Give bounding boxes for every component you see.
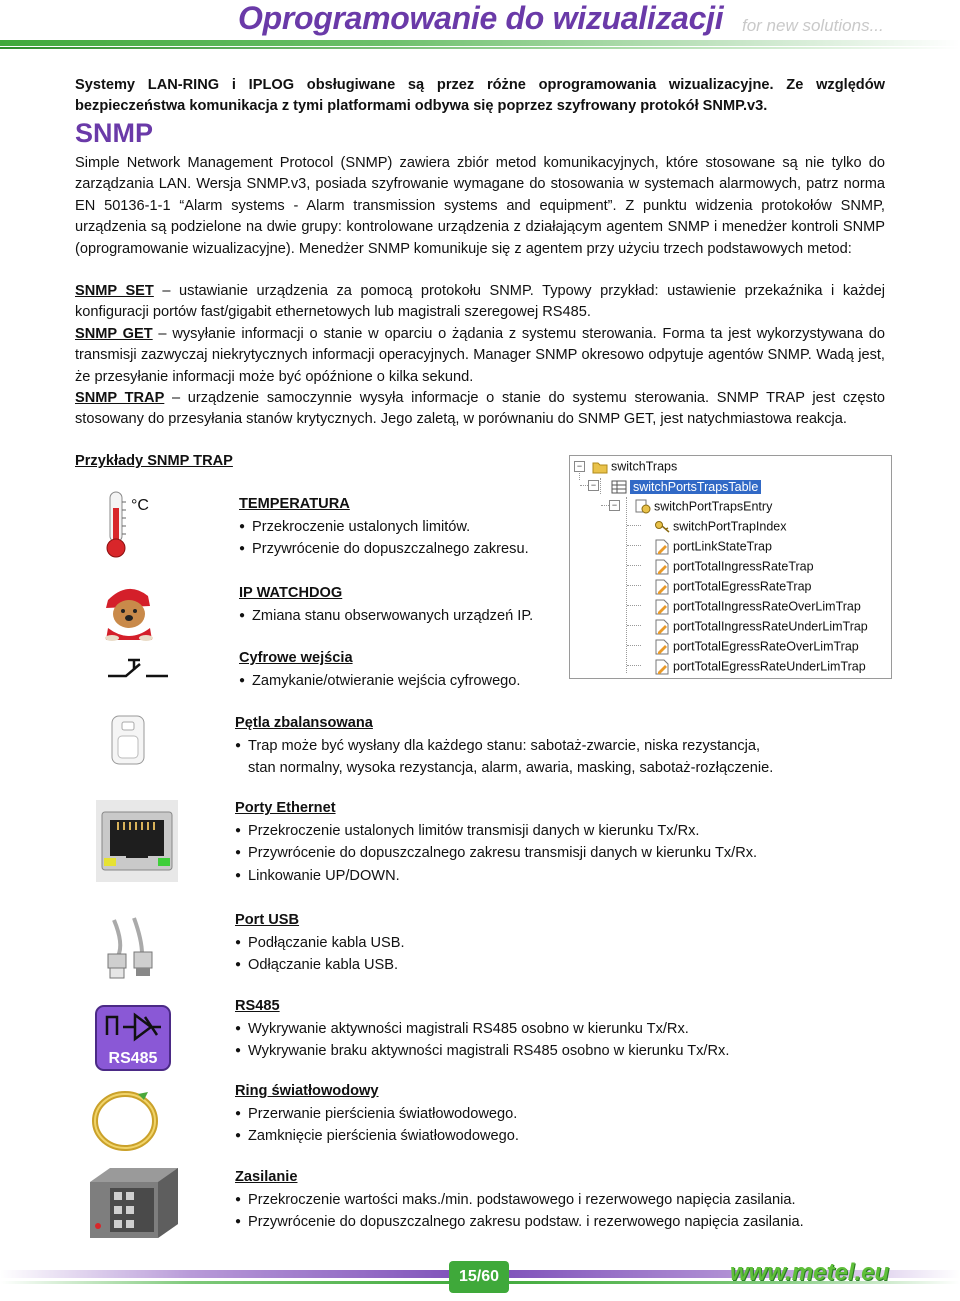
method-name: SNMP SET [75,283,154,299]
method-text: – ustawianie urządzenia za pomocą protokołu SNMP. Typowy przykład: ustawienie przekaźnika i każdej konfiguracji portów fast/gigabit ethernetowych lub magistrali szeregowej RS485. [75,283,886,321]
method-snmp-get [75,324,885,388]
section-ip-watchdog [239,582,919,627]
list-item: ● Przywrócenie do dopuszczalnego zakresu podstaw. i rezerwowego napięcia zasilania. [235,1211,915,1234]
section-port-usb [235,909,915,977]
section-title: Cyfrowe wejścia [239,650,353,666]
thermometer-icon [100,488,160,560]
pir-sensor-icon [110,714,146,766]
list-item: ● Podłączanie kabla USB. [235,932,915,955]
page-number: 15/60 [449,1261,509,1293]
tree-node-switchportstrapstable[interactable]: switchPortsTrapsTable [611,476,761,496]
list-item: ● Przywrócenie do dopuszczalnego zakresu. [239,538,919,561]
list-item: ● Trap może być wysłany dla każdego stanu: sabotaż-zwarcie, niska rezystancja, [235,735,915,758]
list-item: ● Zamknięcie pierścienia światłowodowego. [235,1125,915,1148]
section-title: RS485 [235,998,280,1014]
examples-heading-text: Przykłady SNMP TRAP [75,453,233,469]
list-item: ● Przerwanie pierścienia światłowodowego. [235,1103,915,1126]
section-porty-ethernet [235,797,915,887]
list-item: ● Przekroczenie ustalonych limitów transmisji danych w kierunku Tx/Rx. [235,820,915,843]
tree-node-item[interactable]: portTotalEgressRateUnderLimTrap [654,656,866,676]
tree-node-item[interactable]: portTotalIngressRateTrap [654,556,814,576]
method-name: SNMP TRAP [75,390,165,406]
list-item: ● Przywrócenie do dopuszczalnego zakresu transmisji danych w kierunku Tx/Rx. [235,842,915,865]
list-item: ● Przekroczenie wartości maks./min. podstawowego i rezerwowego napięcia zasilania. [235,1189,915,1212]
section-ring-swiatlowodowy [235,1080,915,1148]
switch-contact-icon [106,656,170,682]
list-item: ● Odłączanie kabla USB. [235,954,915,977]
section-title: Ring światłowodowy [235,1083,379,1099]
section-rs485 [235,995,915,1063]
section-title: Pętla zbalansowana [235,715,373,731]
power-supply-icon [88,1166,180,1240]
method-text: – wysyłanie informacji o stanie w oparciu o żądania z systemu sterowania. Forma ta jest wykorzystywana do transmisji zazwyczaj niekrytycznych informacji operacyjnych. Manager SNMP okresowo odpytuje agentów SNMP. Wadą jest, że przesyłanie informacji może być opóźnione o kilka sekund. [75,326,885,385]
ethernet-port-icon [96,800,178,882]
snmp-heading: SNMP [75,118,154,148]
tree-node-item[interactable]: portLinkStateTrap [654,536,772,556]
section-title: Zasilanie [235,1169,298,1185]
method-snmp-set [75,281,885,324]
section-cyfrowe-wejscia [239,647,919,692]
watchdog-dog-icon [98,578,160,642]
collapse-toggle[interactable]: − [609,500,620,511]
fiber-ring-icon [90,1088,160,1154]
list-item: ● Przekroczenie ustalonych limitów. [239,516,919,539]
method-text: – urządzenie samoczynnie wysyła informacje o stanie do systemu sterowania. SNMP TRAP jest często stosowany do przesyłania stanów krytycznych. Jego zaletą, w porównaniu do SNMP GET, jest natychmiastowa reakcja. [75,390,885,428]
rs485-icon-label: RS485 [108,1050,158,1067]
folder-icon [592,459,608,475]
tree-node-item[interactable]: portTotalIngressRateUnderLimTrap [654,616,868,636]
tree-node-item[interactable]: switchPortTrapIndex [654,516,786,536]
section-title: Porty Ethernet [235,800,336,816]
rs485-icon [95,1005,171,1071]
document-icon [654,559,670,575]
list-item: ● Wykrywanie braku aktywności magistrali RS485 osobno w kierunku Tx/Rx. [235,1040,915,1063]
usb-cable-icon [100,916,160,980]
collapse-toggle[interactable]: − [588,480,599,491]
header-divider [0,40,960,46]
examples-heading [75,451,375,472]
degree-label: °C [131,497,149,514]
section-zasilanie [235,1166,915,1234]
section-title: Port USB [235,912,300,928]
page-title: Oprogramowanie do wizualizacji [238,0,724,36]
website-link[interactable]: www.metel.eu [730,1259,890,1286]
list-item: ● Zamykanie/otwieranie wejścia cyfrowego. [239,670,919,693]
tree-node-item[interactable]: portTotalIngressRateOverLimTrap [654,596,861,616]
list-item-continuation: stan normalny, wysoka rezystancja, alarm, awaria, masking, sabotaż-rozłączenie. [248,760,774,776]
tree-node-switchtraps[interactable]: switchTraps [592,456,677,476]
header-divider-thin [0,47,960,49]
tree-node-switchporttrapsentry[interactable]: switchPortTrapsEntry [635,496,772,516]
snmp-description: Simple Network Management Protocol (SNMP) zawiera zbiór metod komunikacyjnych, które stosowane są nie tylko do zarządzania LAN. Wersja SNMP.v3, posiada szyfrowanie wymagane do stosowania w systemach alarmowych, patrz norma EN 50136-1-1 “Alarm systems - Alarm transmission systems and equipment”. Z punktu widzenia protokołów SNMP, urządzenia są podzielone na dwie grupy: kontrolowane urządzenia z działającym agentem SNMP i menedżer kontroli SNMP (oprogramowanie wizualizacyjne). Menedżer SNMP komunikuje się z agentem przy użyciu trzech podstawowych metod: [75,155,885,257]
tree-node-item[interactable]: portTotalEgressRateOverLimTrap [654,636,859,656]
section-petla-zbalansowana [235,712,915,780]
mib-tree [569,455,892,679]
list-item: ● Zmiana stanu obserwowanych urządzeń IP. [239,605,919,628]
tree-node-item[interactable]: portTotalEgressRateTrap [654,576,812,596]
section-temperatura [239,493,919,561]
collapse-toggle[interactable]: − [574,461,585,472]
section-title: IP WATCHDOG [239,585,343,601]
intro-paragraph: Systemy LAN-RING i IPLOG obsługiwane są przez różne oprogramowania wizualizacyjne. Ze względów bezpieczeństwa komunikacja z tymi platformami odbywa się poprzez szyfrowany protokół SNMP.v3. [75,77,885,115]
tagline: for new solutions... [742,16,884,35]
list-item: ● Wykrywanie aktywności magistrali RS485 osobno w kierunku Tx/Rx. [235,1018,915,1041]
method-snmp-trap [75,388,885,431]
section-title: TEMPERATURA [239,496,350,512]
list-item: ● Linkowanie UP/DOWN. [235,865,915,888]
method-name: SNMP GET [75,326,153,342]
